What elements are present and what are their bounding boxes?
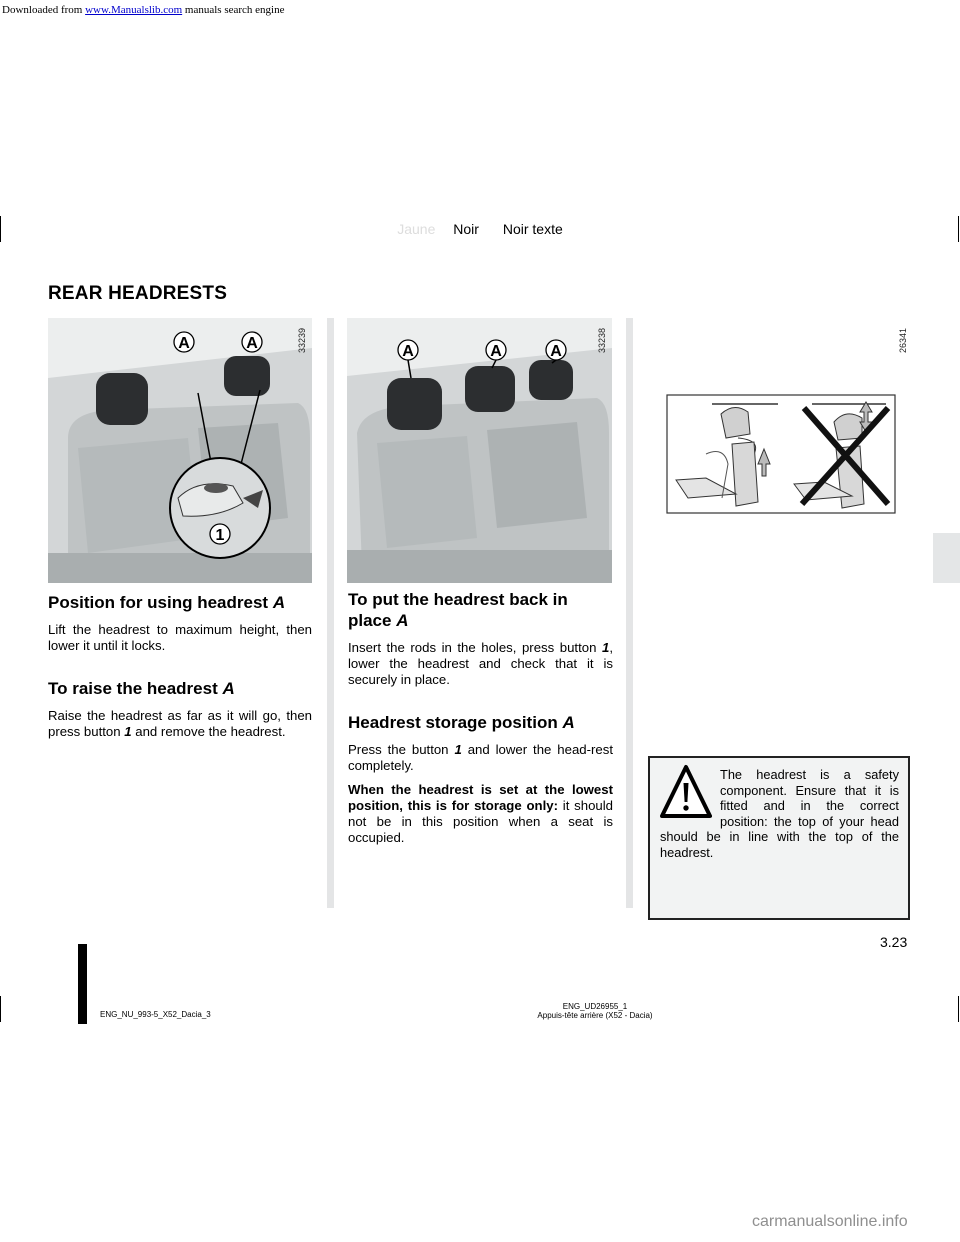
- figure-number: 33238: [597, 327, 607, 353]
- paragraph-storage: [348, 742, 613, 774]
- headrest-photo-1: [48, 318, 312, 583]
- column-2: [348, 589, 613, 846]
- section-tab: [933, 533, 960, 583]
- footer-right: [520, 1002, 670, 1020]
- figure-head-position: [666, 394, 896, 514]
- watermark: carmanualsonline.info: [752, 1213, 908, 1230]
- button-ref: 1: [601, 640, 610, 655]
- footer-right-title: Appuis-tête arrière (X52 - Dacia): [537, 1011, 653, 1020]
- button-ref: 1: [454, 742, 462, 757]
- heading-position-text: Position for using headrest: [48, 593, 269, 612]
- text-span: , lower the headrest and check that it is securely in place.: [348, 640, 613, 687]
- text-span: and remove the headrest.: [135, 724, 286, 739]
- figure-label-a: A: [490, 343, 502, 360]
- page-title: REAR HEADRESTS: [48, 283, 228, 304]
- warning-box: [648, 756, 910, 920]
- heading-raise-text: To raise the headrest: [48, 679, 218, 698]
- warning-text: The headrest is a safety component. Ensure that it is fitted and in the correct position: the top of your head should be in line with the top of the headrest.: [660, 767, 899, 860]
- figure-headrests-in-place: [347, 318, 612, 583]
- color-jaune: Jaune: [397, 221, 436, 237]
- figure-label-a: A: [178, 335, 190, 352]
- heading-put-back-text: To put the headrest back in place: [348, 590, 568, 630]
- figure-number: 26341: [898, 327, 908, 353]
- heading-ref: A: [396, 611, 409, 630]
- heading-storage-text: Headrest storage position: [348, 713, 558, 732]
- column-divider: [327, 318, 334, 908]
- figure-number: 33239: [297, 327, 307, 353]
- text-span: and lower the head-rest completely.: [348, 742, 614, 773]
- crop-mark: [958, 996, 959, 1022]
- head-position-diagram: [666, 394, 896, 514]
- color-noir-texte: Noir texte: [502, 221, 563, 237]
- text-span: Insert the rods in the holes, press button: [348, 640, 597, 655]
- heading-ref: A: [272, 593, 286, 612]
- heading-put-back: [348, 589, 598, 631]
- figure-label-1: 1: [215, 527, 225, 544]
- paragraph-put-back: [348, 640, 613, 688]
- footer-left-code: ENG_NU_993-5_X52_Dacia_3: [100, 1010, 211, 1019]
- paragraph-storage-warning: [348, 782, 613, 846]
- footer-right-code: ENG_UD26955_1: [562, 1002, 628, 1011]
- downloaded-note: [2, 4, 284, 16]
- column-divider: [626, 318, 633, 908]
- heading-raise: [48, 678, 312, 699]
- figure-label-a: A: [550, 343, 562, 360]
- heading-storage: [348, 712, 613, 733]
- text-span: Raise the headrest as far as it will go, then press button: [48, 708, 312, 739]
- bold-text: When the headrest is set at the lowest position, this is for storage only:: [348, 782, 613, 813]
- paragraph-position: Lift the headrest to maximum height, then lower it until it locks.: [48, 622, 312, 653]
- crop-mark: [0, 996, 1, 1022]
- heading-ref: A: [222, 679, 235, 698]
- paragraph-raise: [48, 708, 312, 740]
- button-ref: 1: [124, 724, 132, 739]
- thumb-bar: [78, 944, 87, 1024]
- heading-position: [48, 592, 312, 613]
- tagline-text: manuals search engine: [184, 4, 285, 16]
- column-1: [48, 592, 312, 740]
- figure-label-a: A: [402, 343, 414, 360]
- headrest-photo-2: [347, 318, 612, 583]
- color-bar: [0, 221, 960, 237]
- figure-label-a: A: [246, 335, 258, 352]
- warning-triangle-icon: [660, 764, 712, 824]
- heading-ref: A: [562, 713, 575, 732]
- figure-headrest-button: [48, 318, 312, 583]
- color-noir: Noir: [453, 221, 479, 237]
- text-span: Press the button: [348, 742, 449, 757]
- manualslib-link[interactable]: www.Manualslib.com: [85, 4, 183, 16]
- downloaded-from-text: Downloaded from: [2, 4, 83, 16]
- text-span: it should not be in this position when a seat is occupied.: [348, 798, 613, 845]
- page-number: 3.23: [880, 934, 908, 950]
